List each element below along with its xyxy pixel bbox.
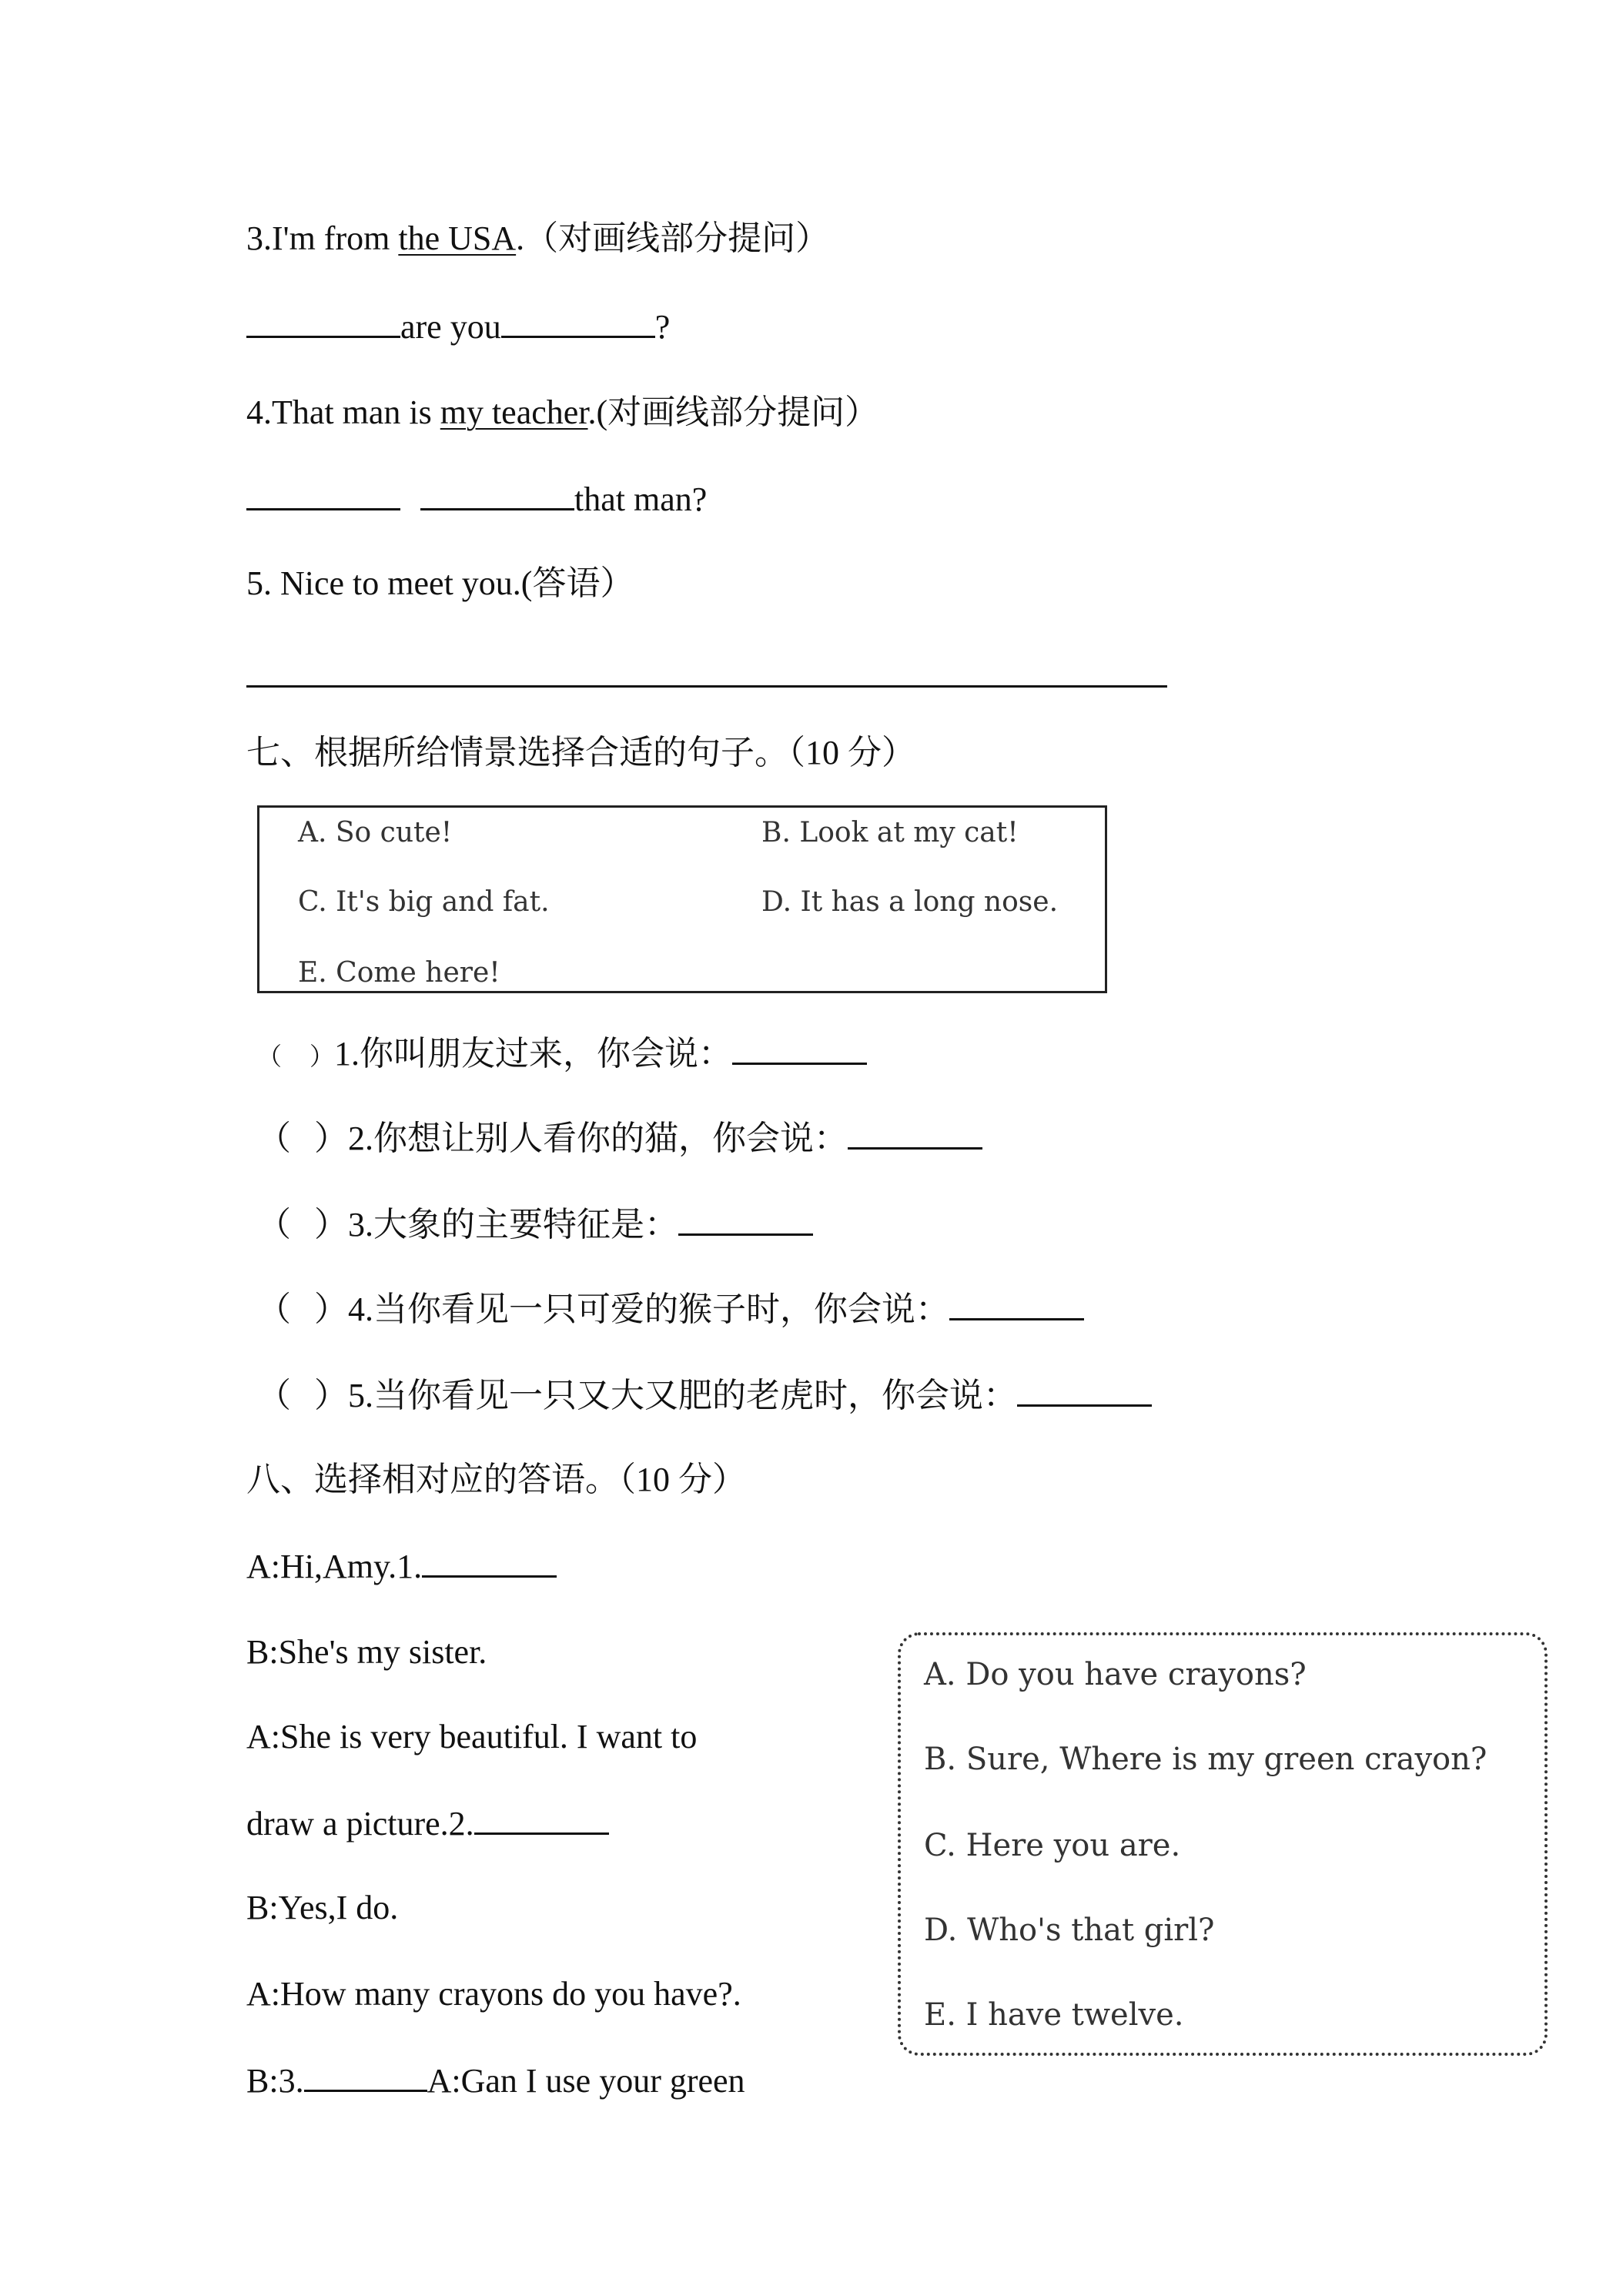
answer-paren-open: （ — [257, 1120, 291, 1157]
q7-item-5: （ ）5.当你看见一只又大又肥的老虎时，你会说： — [257, 1374, 1152, 1417]
q7-heading: 七、根据所给情景选择合适的句子。（10 分） — [246, 734, 915, 771]
q6-item3-answer: are you ? — [246, 305, 670, 349]
answer-blank[interactable] — [501, 305, 655, 338]
q7-option-a: A. So cute! — [298, 817, 453, 848]
q8-line-3: A:She is very beautiful. I want to — [246, 1718, 698, 1755]
q7-option-b: B. Look at my cat! — [761, 817, 1019, 848]
q8-heading: 八、选择相对应的答语。（10 分） — [246, 1461, 746, 1498]
answer-paren-close: ） — [310, 1043, 335, 1070]
answer-blank[interactable] — [848, 1116, 982, 1150]
q8-line-2: B:She's my sister. — [246, 1633, 487, 1671]
answer-paren-open: （ — [257, 1377, 291, 1414]
answer-blank[interactable] — [732, 1032, 867, 1065]
q8-line-4: draw a picture.2. — [246, 1802, 609, 1846]
q8-option-b: B. Sure, Where is my green crayon? — [924, 1742, 1487, 1777]
q8-option-d: D. Who's that girl? — [924, 1913, 1215, 1948]
answer-paren-open: （ — [257, 1043, 283, 1070]
answer-blank[interactable] — [949, 1287, 1084, 1320]
q8-line-7: B:3. A:Gan I use your green — [246, 2059, 745, 2103]
q7-option-d: D. It has a long nose. — [761, 886, 1059, 918]
answer-paren-open: （ — [257, 1290, 291, 1328]
answer-paren-close: ） — [314, 1377, 348, 1414]
underlined-phrase: my teacher — [440, 393, 588, 431]
answer-paren-close: ） — [314, 1206, 348, 1243]
answer-line[interactable] — [246, 685, 1167, 688]
q8-option-c: C. Here you are. — [924, 1828, 1181, 1863]
q8-option-a: A. Do you have crayons? — [924, 1657, 1307, 1692]
q6-item3: 3.I'm from the USA.（对画线部分提问） — [246, 219, 830, 257]
q7-item-1: （ ）1.你叫朋友过来，你会说： — [257, 1032, 867, 1078]
answer-paren-close: ） — [314, 1120, 348, 1157]
q7-option-e: E. Come here! — [298, 957, 500, 989]
q8-option-e: E. I have twelve. — [924, 1997, 1184, 2033]
q7-item-2: （ ）2.你想让别人看你的猫，你会说： — [257, 1116, 982, 1160]
underlined-phrase: the USA — [398, 219, 517, 257]
q6-item4-answer: that man? — [246, 477, 707, 521]
answer-blank[interactable] — [678, 1203, 813, 1236]
q7-item-3: （ ）3.大象的主要特征是： — [257, 1203, 813, 1247]
q8-line-1: A:Hi,Amy.1. — [246, 1545, 557, 1588]
answer-blank[interactable] — [474, 1802, 609, 1835]
q6-item5: 5. Nice to meet you.(答语） — [246, 564, 634, 602]
answer-blank[interactable] — [1017, 1374, 1152, 1407]
q8-line-5: B:Yes,I do. — [246, 1889, 399, 1926]
q7-item-4: （ ）4.当你看见一只可爱的猴子时，你会说： — [257, 1287, 1084, 1331]
answer-paren-close: ） — [314, 1290, 348, 1328]
answer-blank[interactable] — [420, 477, 574, 510]
answer-blank[interactable] — [422, 1545, 557, 1578]
q7-options-box — [257, 805, 1107, 993]
q8-options-box — [898, 1632, 1548, 2056]
q7-option-c: C. It's big and fat. — [298, 886, 550, 918]
answer-blank[interactable] — [246, 477, 400, 510]
answer-paren-open: （ — [257, 1206, 291, 1243]
q6-item4: 4.That man is my teacher.(对画线部分提问） — [246, 393, 879, 431]
answer-blank[interactable] — [246, 305, 400, 338]
q8-line-6: A:How many crayons do you have?. — [246, 1975, 741, 2013]
answer-blank[interactable] — [304, 2059, 427, 2092]
